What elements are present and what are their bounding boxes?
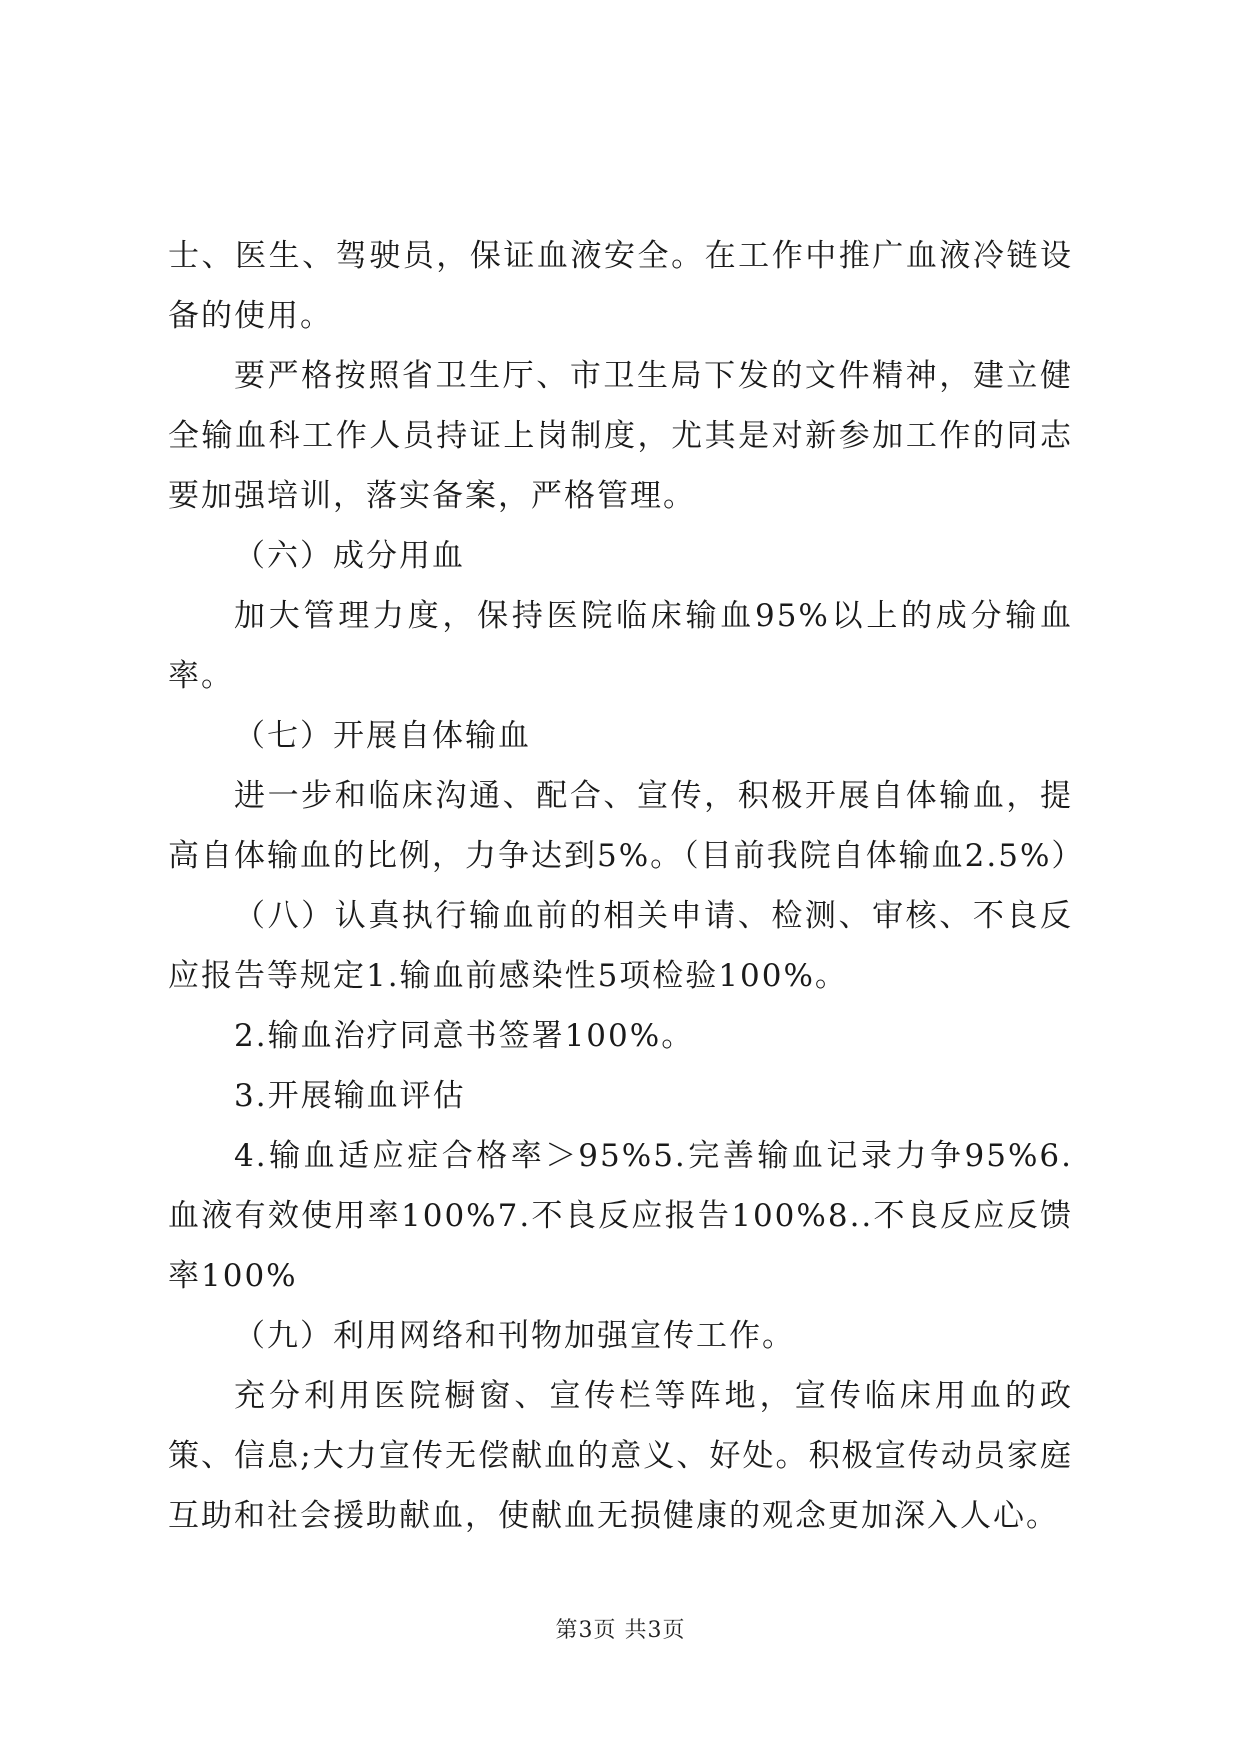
page-footer: 第3页 共3页	[555, 1618, 686, 1643]
list-item-rates: 4.输血适应症合格率＞95%5.完善输血记录力争95%6.血液有效使用率100%7.不良反应报告100%8..不良反应反馈率100%	[168, 1138, 1073, 1294]
document-body	[168, 226, 1085, 1546]
list-item-evaluation: 3.开展输血评估	[234, 1078, 466, 1114]
paragraph-publicity: 充分利用医院橱窗、宣传栏等阵地，宣传临床用血的政策、信息;大力宣传无偿献血的意义、好处。积极宣传动员家庭互助和社会援助献血，使献血无损健康的观念更加深入人心。	[168, 1378, 1073, 1534]
paragraph-autologous: 进一步和临床沟通、配合、宣传，积极开展自体输血，提高自体输血的比例，力争达到5%。（目前我院自体输血2.5%）	[168, 778, 1085, 874]
list-item-consent: 2.输血治疗同意书签署100%。	[234, 1018, 695, 1054]
paragraph-continuation: 士、医生、驾驶员，保证血液安全。在工作中推广血液冷链设备的使用。	[168, 238, 1073, 334]
section-heading-autologous: （七）开展自体输血	[234, 718, 531, 754]
section-heading-component-blood: （六）成分用血	[234, 538, 465, 574]
section-heading-publicity: （九）利用网络和刊物加强宣传工作。	[234, 1318, 795, 1354]
section-heading-regulations: （八）认真执行输血前的相关申请、检测、审核、不良反应报告等规定1.输血前感染性5项检验100%。	[168, 898, 1073, 994]
paragraph-certification: 要严格按照省卫生厅、市卫生局下发的文件精神，建立健全输血科工作人员持证上岗制度，尤其是对新参加工作的同志要加强培训，落实备案，严格管理。	[168, 358, 1073, 514]
paragraph-component-blood: 加大管理力度，保持医院临床输血95%以上的成分输血率。	[168, 598, 1073, 694]
